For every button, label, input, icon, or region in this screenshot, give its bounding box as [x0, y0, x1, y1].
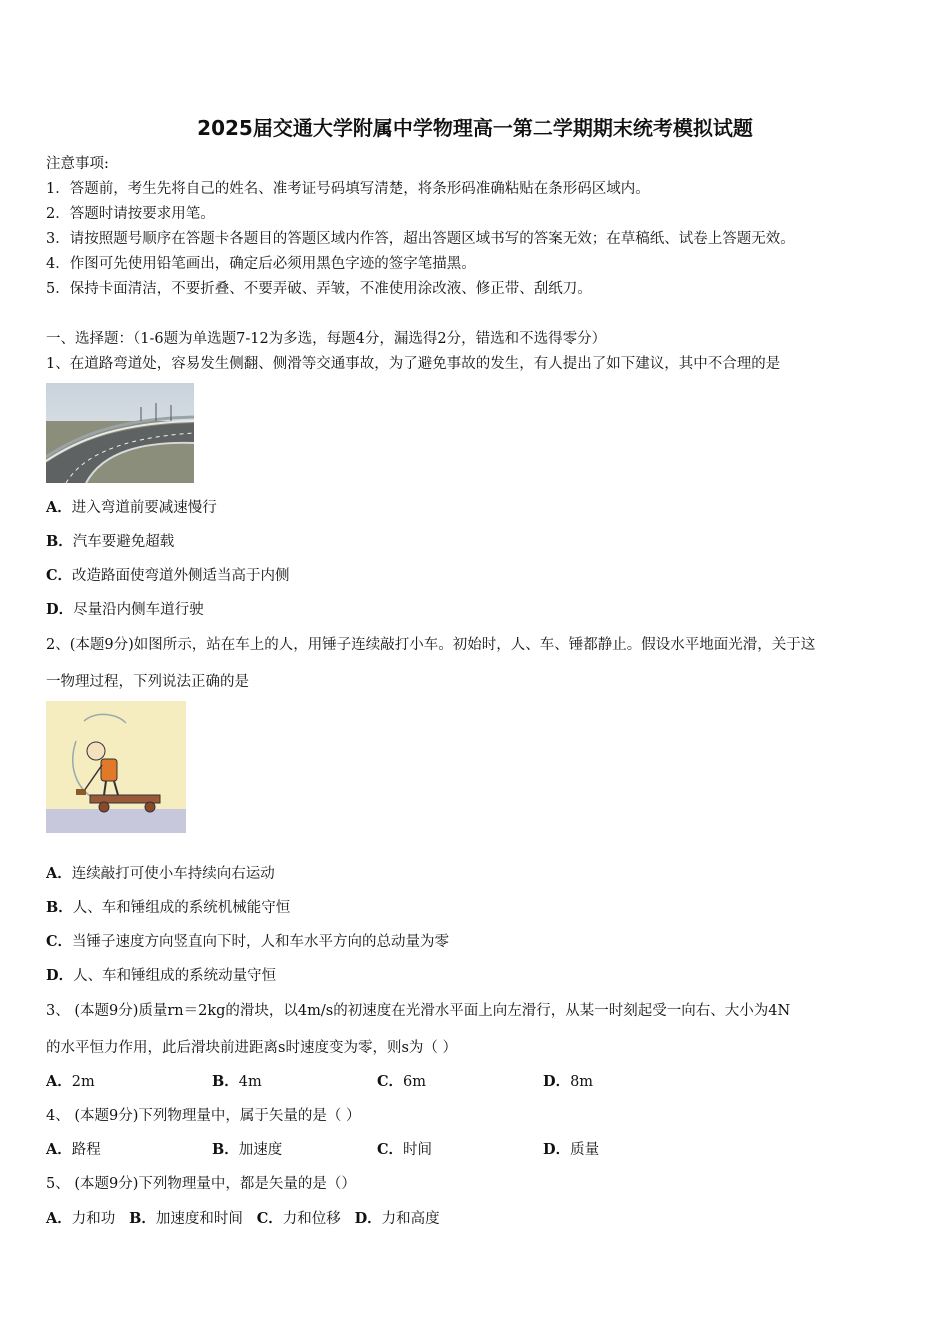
notice-item-4: 4．作图可先使用铅笔画出，确定后必须用黑色字迹的签字笔描黑。 — [46, 256, 476, 272]
section-heading: 一、选择题：（1-6题为单选题7-12为多选，每题4分，漏选得2分，错选和不选得零分） — [46, 331, 607, 347]
q4-option-a: A．路程 — [46, 1141, 101, 1158]
q4-option-c: C．时间 — [377, 1141, 433, 1158]
q1-option-d: D．尽量沿内侧车道行驶 — [46, 601, 204, 618]
q4-option-d: D．质量 — [543, 1141, 600, 1158]
q2-option-a: A．连续敲打可使小车持续向右运动 — [46, 865, 275, 882]
q1-option-a: A．进入弯道前要减速慢行 — [46, 499, 217, 516]
q1-option-b: B．汽车要避免超载 — [46, 533, 175, 550]
q4-stem: 4、 (本题9分)下列物理量中，属于矢量的是（ ） — [46, 1108, 361, 1124]
q5-options: A．力和功 B．加速度和时间 C．力和位移 D．力和高度 — [46, 1210, 440, 1227]
q4-option-b: B．加速度 — [212, 1141, 283, 1158]
notice-item-2: 2．答题时请按要求用笔。 — [46, 206, 215, 222]
notice-heading: 注意事项: — [46, 156, 109, 172]
q2-stem-line2: 一物理过程，下列说法正确的是 — [46, 674, 249, 690]
q2-option-c: C．当锤子速度方向竖直向下时，人和车水平方向的总动量为零 — [46, 933, 450, 950]
cart-hammer-image — [46, 701, 186, 837]
q3-option-b: B．4m — [212, 1073, 262, 1090]
notice-item-3: 3．请按照题号顺序在答题卡各题目的答题区域内作答，超出答题区域书写的答案无效；在草稿纸、试卷上答题无效。 — [46, 231, 795, 247]
q1-stem: 1、在道路弯道处，容易发生侧翻、侧滑等交通事故，为了避免事故的发生，有人提出了如下建议，其中不合理的是 — [46, 356, 781, 372]
q5-stem: 5、 (本题9分)下列物理量中，都是矢量的是（） — [46, 1176, 356, 1192]
curved-road-image — [46, 383, 194, 487]
q1-option-c: C．改造路面使弯道外侧适当高于内侧 — [46, 567, 290, 584]
q2-option-d: D．人、车和锤组成的系统动量守恒 — [46, 967, 277, 984]
q2-option-b: B．人、车和锤组成的系统机械能守恒 — [46, 899, 291, 916]
q3-option-a: A．2m — [46, 1073, 95, 1090]
q3-option-c: C．6m — [377, 1073, 427, 1090]
q3-option-d: D．8m — [543, 1073, 594, 1090]
page-title: 2025届交通大学附属中学物理高一第二学期期末统考模拟试题 — [197, 116, 753, 140]
q3-stem-line2: 的水平恒力作用，此后滑块前进距离s时速度变为零，则s为（ ） — [46, 1040, 457, 1056]
q3-stem-line1: 3、 (本题9分)质量rn＝2kg的滑块，以4m/s的初速度在光滑水平面上向左滑行，从某一时刻起受一向右、大小为4N — [46, 1003, 791, 1019]
notice-item-1: 1．答题前，考生先将自己的姓名、准考证号码填写清楚，将条形码准确粘贴在条形码区域内。 — [46, 181, 650, 197]
q2-stem-line1: 2、(本题9分)如图所示，站在车上的人，用锤子连续敲打小车。初始时，人、车、锤都静止。假设水平地面光滑，关于这 — [46, 637, 816, 653]
notice-item-5: 5．保持卡面清洁，不要折叠、不要弄破、弄皱，不准使用涂改液、修正带、刮纸刀。 — [46, 281, 592, 297]
